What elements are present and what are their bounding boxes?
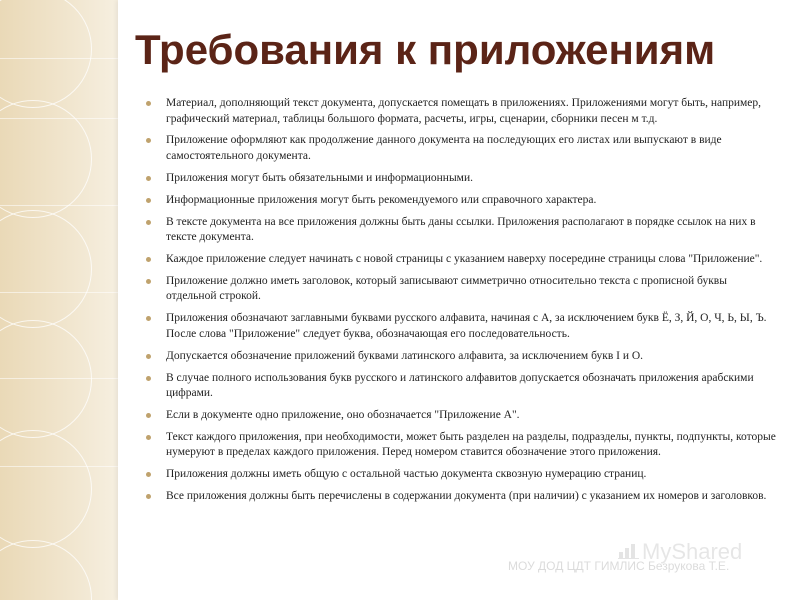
bullet-dot-icon <box>146 101 151 106</box>
slide-title: Требования к приложениям <box>135 26 716 73</box>
decorative-side-band <box>0 0 118 600</box>
bullet-text: Если в документе одно приложение, оно обозначается "Приложение А". <box>166 408 520 421</box>
bullet-dot-icon <box>146 220 151 225</box>
bullet-text: Приложения обозначают заглавными буквами русского алфавита, начиная с А, за исключением букв Ё, З, Й, О, Ч, Ь, Ы, Ъ. После слова "Приложение" следует буква, обозначающая его последовательность. <box>166 312 767 340</box>
bullet-item <box>146 311 778 342</box>
bullet-item <box>146 133 778 164</box>
bullet-text: Все приложения должны быть перечислены в содержании документа (при наличии) с указанием их номеров и заголовков. <box>166 490 767 503</box>
bullet-dot-icon <box>146 316 151 321</box>
bullet-item <box>146 408 778 424</box>
bullet-text: Приложения могут быть обязательными и информационными. <box>166 171 473 184</box>
bullet-item <box>146 215 778 246</box>
bullet-item <box>146 489 778 505</box>
bullet-dot-icon <box>146 494 151 499</box>
bullet-item <box>146 371 778 402</box>
bullet-dot-icon <box>146 279 151 284</box>
bullet-text: Текст каждого приложения, при необходимости, может быть разделен на разделы, подразделы, пункты, подпункты, которые нумеруют в пределах каждого приложения. Перед номером ставится обозначение этого приложения. <box>166 430 776 459</box>
bullet-dot-icon <box>146 413 151 418</box>
bullet-dot-icon <box>146 472 151 477</box>
bullet-dot-icon <box>146 354 151 359</box>
bullet-text: Допускается обозначение приложений буквами латинского алфавита, за исключением букв I и O. <box>166 349 644 362</box>
bullet-item <box>146 274 778 305</box>
bullet-dot-icon <box>146 435 151 440</box>
decorative-circle <box>0 540 92 600</box>
decorative-circle <box>0 210 92 328</box>
bullet-text: Приложения должны иметь общую с остальной частью документа сквозную нумерацию страниц. <box>166 468 647 481</box>
slide-content <box>146 96 778 511</box>
bullet-dot-icon <box>146 257 151 262</box>
bullet-item <box>146 96 778 127</box>
bullet-item <box>146 349 778 365</box>
bullet-text: В тексте документа на все приложения должны быть даны ссылки. Приложения располагают в порядке ссылок на них в тексте документа. <box>166 215 756 244</box>
bullet-dot-icon <box>146 198 151 203</box>
bullet-item <box>146 171 778 187</box>
bullet-text: Информационные приложения могут быть рекомендуемого или справочного характера. <box>166 193 597 206</box>
bullet-text: Приложение оформляют как продолжение данного документа на последующих его листах или выпускают в виде самостоятельного документа. <box>166 134 722 162</box>
bullet-dot-icon <box>146 176 151 181</box>
bullet-text: Приложение должно иметь заголовок, который записывают симметрично относительно текста с прописной буквы отдельной строкой. <box>166 274 727 303</box>
bullet-text: Каждое приложение следует начинать с новой страницы с указанием наверху посередине страницы слова "Приложение". <box>166 252 763 265</box>
decorative-circle <box>0 430 92 548</box>
bullet-dot-icon <box>146 138 151 143</box>
bullet-item <box>146 193 778 209</box>
bullet-item <box>146 430 778 461</box>
decorative-circle <box>0 0 92 108</box>
bullet-list <box>146 96 778 505</box>
bullet-text: Материал, дополняющий текст документа, допускается помещать в приложениях. Приложениями могут быть, например, графический материал, таблицы большого формата, расчеты, игры, сценарии, сборники песен м т.д. <box>166 97 762 125</box>
bullet-dot-icon <box>146 376 151 381</box>
bullet-text: В случае полного использования букв русского и латинского алфавитов допускается обозначать приложения арабскими цифрами. <box>166 371 754 400</box>
decorative-circle <box>0 320 92 438</box>
footer-author-text: МОУ ДОД ЦДТ ГИМЛИС Безрукова Т.Е. <box>508 559 730 573</box>
bullet-item <box>146 467 778 483</box>
bullet-item <box>146 252 778 268</box>
